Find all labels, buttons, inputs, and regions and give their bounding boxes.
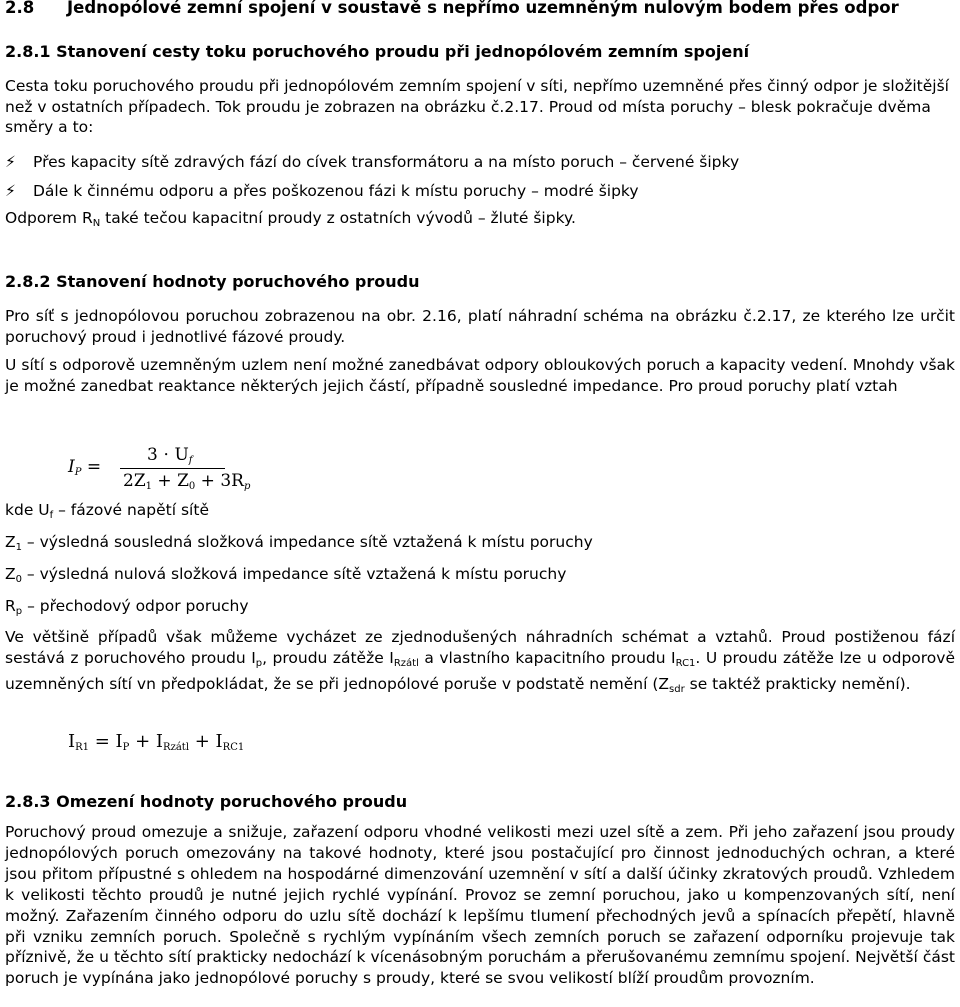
- formula-denominator: [123, 471, 250, 492]
- symbol: R: [5, 597, 16, 615]
- section-heading-2-8-2: 2.8.2 Stanovení hodnoty poruchového proudu: [5, 272, 420, 291]
- text: Odporem R: [5, 209, 93, 227]
- section-heading-2-8-1: 2.8.1 Stanovení cesty toku poruchového proudu při jednopólovém zemním spojení: [5, 42, 750, 61]
- list-item: [5, 181, 639, 201]
- text: . U proudu zátěže lze u odporově uzemněných sítí vn předpokládat, že se při jednopólové poruše v podstatě nemění (Z: [5, 648, 955, 693]
- text: 3 ⋅ U: [147, 445, 189, 465]
- text: 2Z: [123, 471, 146, 491]
- list-item-text: Dále k činnému odporu a přes poškozenou fázi k místu poruchy – modré šipky: [33, 182, 639, 200]
- subscript: Rzátl: [163, 742, 190, 753]
- text: a vlastního kapacitního proudu I: [418, 648, 676, 667]
- section-heading-2-8-3: 2.8.3 Omezení hodnoty poruchového proudu: [5, 792, 408, 811]
- chapter-heading: [5, 0, 899, 17]
- subscript: p: [15, 606, 23, 617]
- text: = I: [89, 731, 123, 752]
- text: + 3R: [195, 471, 244, 491]
- text: kde U: [5, 501, 50, 519]
- definition-z0: [5, 564, 566, 590]
- text: + I: [189, 731, 223, 752]
- subscript: N: [92, 218, 101, 229]
- fraction-bar: [120, 468, 225, 469]
- phase-current-formula: [68, 731, 244, 753]
- paragraph-equivalent-scheme: Pro síť s jednopólovou poruchou zobrazenou na obr. 2.16, platí náhradní schéma na obrázku č.2.17, ze kterého lze určit poruchový proud i jednotlivé fázové proudy.: [5, 307, 955, 346]
- subscript: R1: [75, 742, 90, 753]
- text: – fázové napětí sítě: [53, 501, 209, 519]
- subscript: 1: [145, 481, 153, 492]
- lightning-bullet-icon: ⚡: [5, 182, 16, 200]
- subscript: P: [122, 742, 130, 753]
- symbol: Z: [5, 565, 16, 583]
- chapter-number: 2.8: [5, 0, 35, 17]
- text: , proudu zátěže I: [262, 648, 394, 667]
- subscript: p: [243, 481, 251, 492]
- paragraph-arc-resistance: U sítí s odporově uzemněným uzlem není možné zanedbávat odpory obloukových poruch a kapacity vedení. Mnohdy však je možné zanedbat reaktance některých jejich částí, případně sousledné impedance. Pro proud poruchy platí vztah: [5, 356, 955, 395]
- text: – výsledná sousledná složková impedance sítě vztažená k místu poruchy: [22, 533, 593, 551]
- subscript: P: [74, 467, 82, 478]
- text: + I: [129, 731, 164, 752]
- formula-numerator: [147, 445, 192, 466]
- list-item-text: Přes kapacity sítě zdravých fází do cívek transformátoru a na místo poruch – červené šipky: [33, 153, 740, 171]
- definition-uf: [5, 500, 209, 526]
- subscript: RC1: [675, 657, 696, 669]
- list-item: [5, 152, 739, 172]
- text: + Z: [152, 471, 189, 491]
- text: Ve většině případů však můžeme vycházet ze zjednodušených náhradních schémat a vztahů. Proud postiženou fází sestává z poruchového proudu I: [5, 628, 955, 667]
- subscript: 0: [15, 574, 22, 585]
- paragraph-resistor-currents: [5, 208, 576, 234]
- paragraph-current-path: Cesta toku poruchového proudu při jednopólovém zemním spojení v síti, nepřímo uzemněné přes činný odpor je složitější než v ostatních případech. Tok proudu je zobrazen na obrázku č.2.17. Proud od místa poruchy – blesk pokračuje dvěma směry a to:: [5, 77, 949, 136]
- lightning-bullet-icon: ⚡: [5, 153, 16, 171]
- subscript: Rzátl: [393, 657, 419, 669]
- paragraph-fault-limitation: Poruchový proud omezuje a snižuje, zařazení odporu vhodné velikosti mezi uzel sítě a zem. Při jeho zařazení jsou proudy jednopólových poruch omezovány na takové hodnoty, které jsou postačující pro činnost jednoduchých ochran, a které jsou přitom přípustné s ohledem na hospodárné dimenzování uzemnění v sítí a další účinky zkratových proudů. Vzhledem k velikosti těchto proudů je nutné jejich rychlé vypínání. Provoz se zemní poruchou, jako u kompenzovaných sítí, není možný. Zařazením činného odporu do uzlu sítě dochází k lepšímu tlumení přechodných jevů a spínacích přepětí, hlavně při vzniku zemních poruch. Společně s rychlým vypínáním všech zemních poruch se zařazení odporníku projevuje tak příznivě, že u těchto sítí prakticky nedochází k vícenásobným poruchám a přerušovanému zemnímu spojení. Největší část poruch je vypínána jako jednopólové poruchy s proudy, které se svou velikostí blíží proudům provozním.: [5, 823, 955, 988]
- text: – výsledná nulová složková impedance sítě vztažená k místu poruchy: [22, 565, 567, 583]
- subscript: sdr: [669, 684, 685, 695]
- subscript: RC1: [222, 742, 245, 753]
- symbol: I: [68, 731, 76, 752]
- text: také tečou kapacitní proudy z ostatních vývodů – žluté šipky.: [100, 209, 576, 227]
- subscript: 1: [15, 542, 22, 553]
- subscript: f: [49, 510, 54, 521]
- equals-sign: =: [86, 457, 102, 477]
- subscript: f: [188, 455, 193, 466]
- subscript: 0: [188, 481, 196, 492]
- chapter-title: Jednopólové zemní spojení v soustavě s nepřímo uzemněným nulovým bodem přes odpor: [67, 0, 899, 17]
- symbol: Z: [5, 533, 16, 551]
- subscript: p: [255, 657, 263, 669]
- text: – přechodový odpor poruchy: [22, 597, 249, 615]
- text: se taktéž prakticky nemění).: [684, 675, 911, 693]
- symbol: I: [68, 457, 75, 477]
- definition-z1: [5, 532, 593, 558]
- paragraph-simplified-schemes: [5, 627, 955, 701]
- definition-rp: [5, 596, 249, 622]
- formula-lhs: [68, 457, 101, 478]
